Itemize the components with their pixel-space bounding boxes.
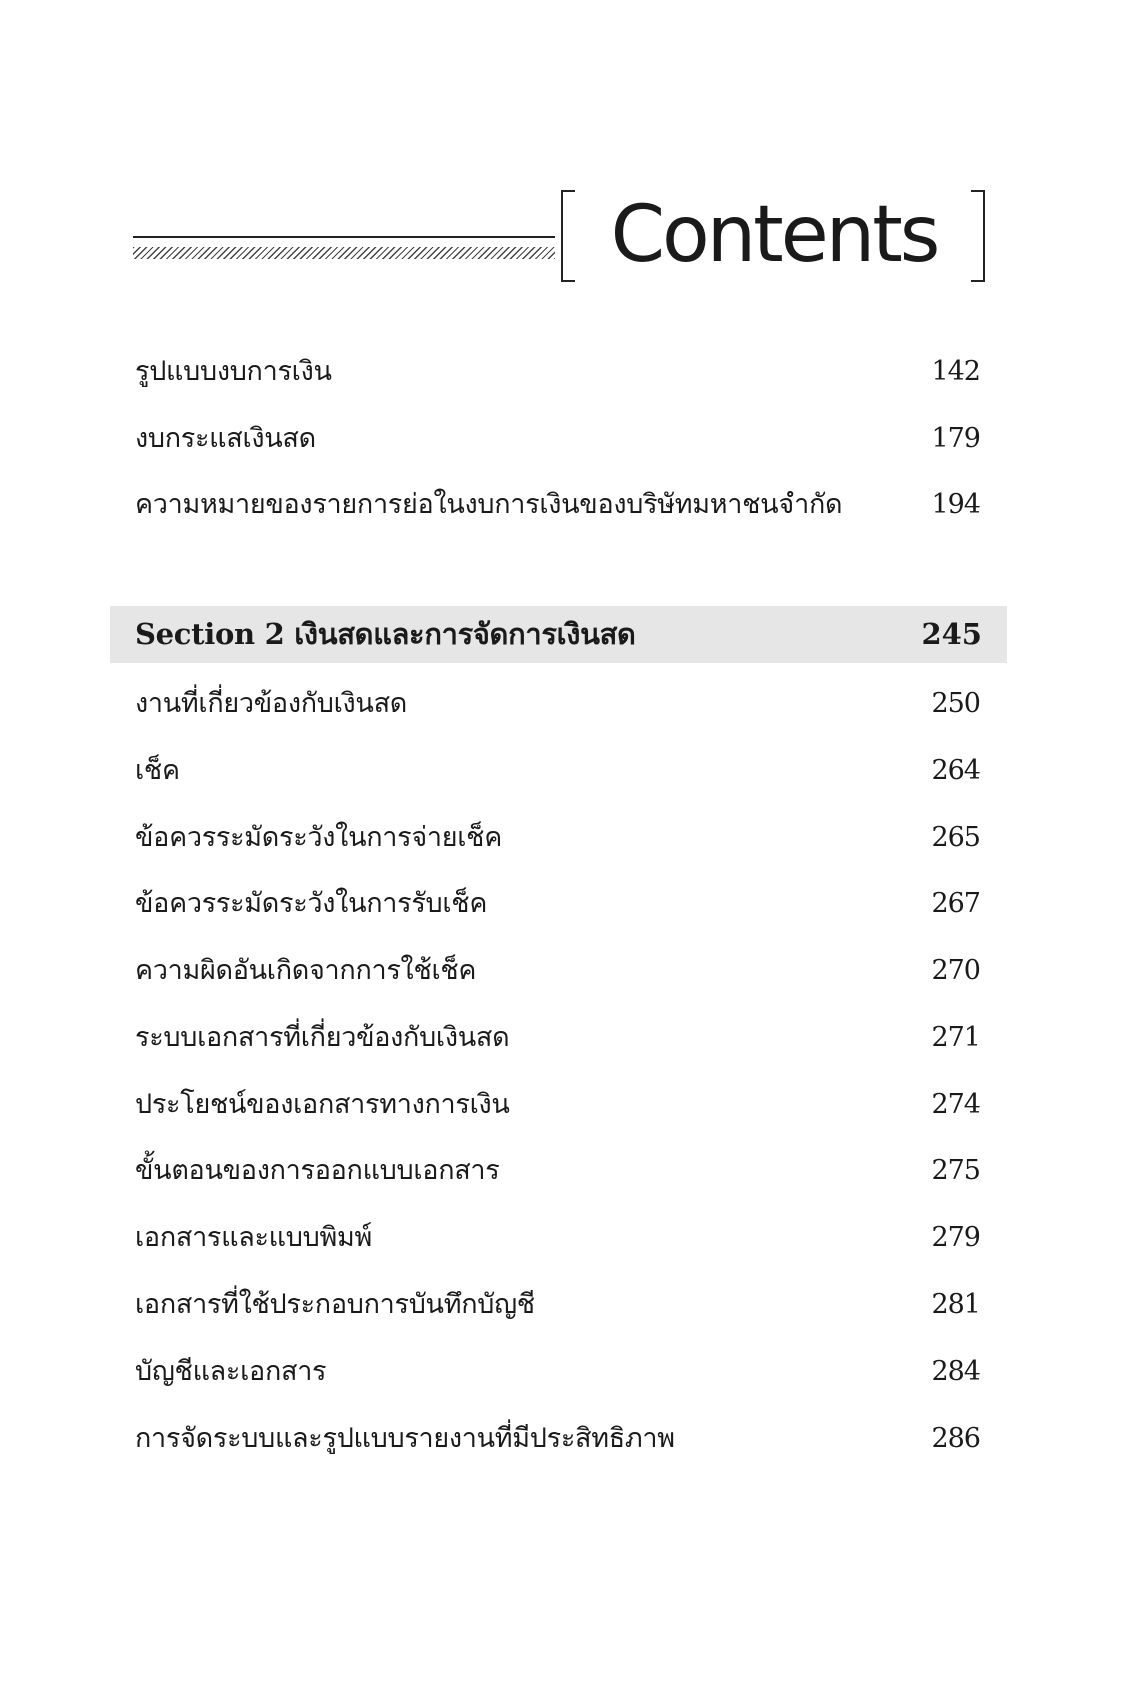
toc-entry-page: 274 (931, 1089, 980, 1120)
section-page: 245 (921, 617, 982, 651)
toc-entry-title: การจัดระบบและรูปแบบรายงานที่มีประสิทธิภาพ (135, 1423, 675, 1454)
toc-entry[interactable] (135, 684, 980, 724)
header-hatch-pattern (133, 247, 555, 259)
toc-entry-page: 271 (931, 1022, 980, 1053)
toc-entry[interactable] (135, 1018, 980, 1058)
toc-entry[interactable] (135, 352, 980, 392)
toc-entry-title: บัญชีและเอกสาร (135, 1356, 327, 1387)
toc-entry[interactable] (135, 1151, 980, 1191)
left-bracket (561, 190, 575, 282)
toc-entry-page: 265 (931, 822, 980, 853)
toc-entry-page: 275 (931, 1155, 980, 1186)
toc-entry-title: เช็ค (135, 755, 180, 786)
toc-entry-page: 179 (931, 423, 980, 454)
toc-entry-page: 270 (931, 955, 980, 986)
toc-entry-page: 284 (931, 1356, 980, 1387)
toc-entry[interactable] (135, 751, 980, 791)
toc-entry[interactable] (135, 951, 980, 991)
toc-entry-title: ขั้นตอนของการออกแบบเอกสาร (135, 1155, 500, 1186)
toc-entry-title: งานที่เกี่ยวข้องกับเงินสด (135, 688, 407, 719)
toc-entry-title: เอกสารที่ใช้ประกอบการบันทึกบัญชี (135, 1289, 535, 1320)
toc-entry-page: 281 (931, 1289, 980, 1320)
toc-entry[interactable] (135, 1419, 980, 1459)
toc-entry-title: ประโยชน์ของเอกสารทางการเงิน (135, 1089, 510, 1120)
header-rule-line (133, 236, 555, 238)
toc-entry-title: ข้อควรระมัดระวังในการจ่ายเช็ค (135, 822, 502, 853)
toc-entry[interactable] (135, 419, 980, 459)
toc-entry-page: 250 (931, 688, 980, 719)
toc-entry-page: 142 (931, 356, 980, 387)
toc-entry-page: 279 (931, 1222, 980, 1253)
toc-entry-title: ความหมายของรายการย่อในงบการเงินของบริษัทมหาชนจำกัด (135, 489, 843, 520)
toc-entry-page: 286 (931, 1423, 980, 1454)
toc-entry[interactable] (135, 1285, 980, 1325)
toc-entry[interactable] (135, 884, 980, 924)
toc-entry-title: ข้อควรระมัดระวังในการรับเช็ค (135, 888, 488, 919)
toc-entry-title: รูปแบบงบการเงิน (135, 356, 332, 387)
toc-entry[interactable] (135, 1218, 980, 1258)
toc-entry-page: 264 (931, 755, 980, 786)
right-bracket (971, 190, 985, 282)
toc-entry-title: ความผิดอันเกิดจากการใช้เช็ค (135, 955, 477, 986)
toc-entry-title: ระบบเอกสารที่เกี่ยวข้องกับเงินสด (135, 1022, 510, 1053)
toc-entry[interactable] (135, 1085, 980, 1125)
toc-entry-page: 194 (931, 489, 980, 520)
toc-entry-title: งบกระแสเงินสด (135, 423, 316, 454)
toc-entry[interactable] (135, 1352, 980, 1392)
section-heading[interactable] (110, 606, 1007, 663)
section-title: Section 2 เงินสดและการจัดการเงินสด (135, 617, 636, 651)
toc-entry[interactable] (135, 485, 980, 525)
toc-entry[interactable] (135, 818, 980, 858)
page-title: Contents (610, 190, 938, 280)
toc-entry-page: 267 (931, 888, 980, 919)
contents-header (133, 190, 985, 286)
toc-entry-title: เอกสารและแบบพิมพ์ (135, 1222, 372, 1253)
